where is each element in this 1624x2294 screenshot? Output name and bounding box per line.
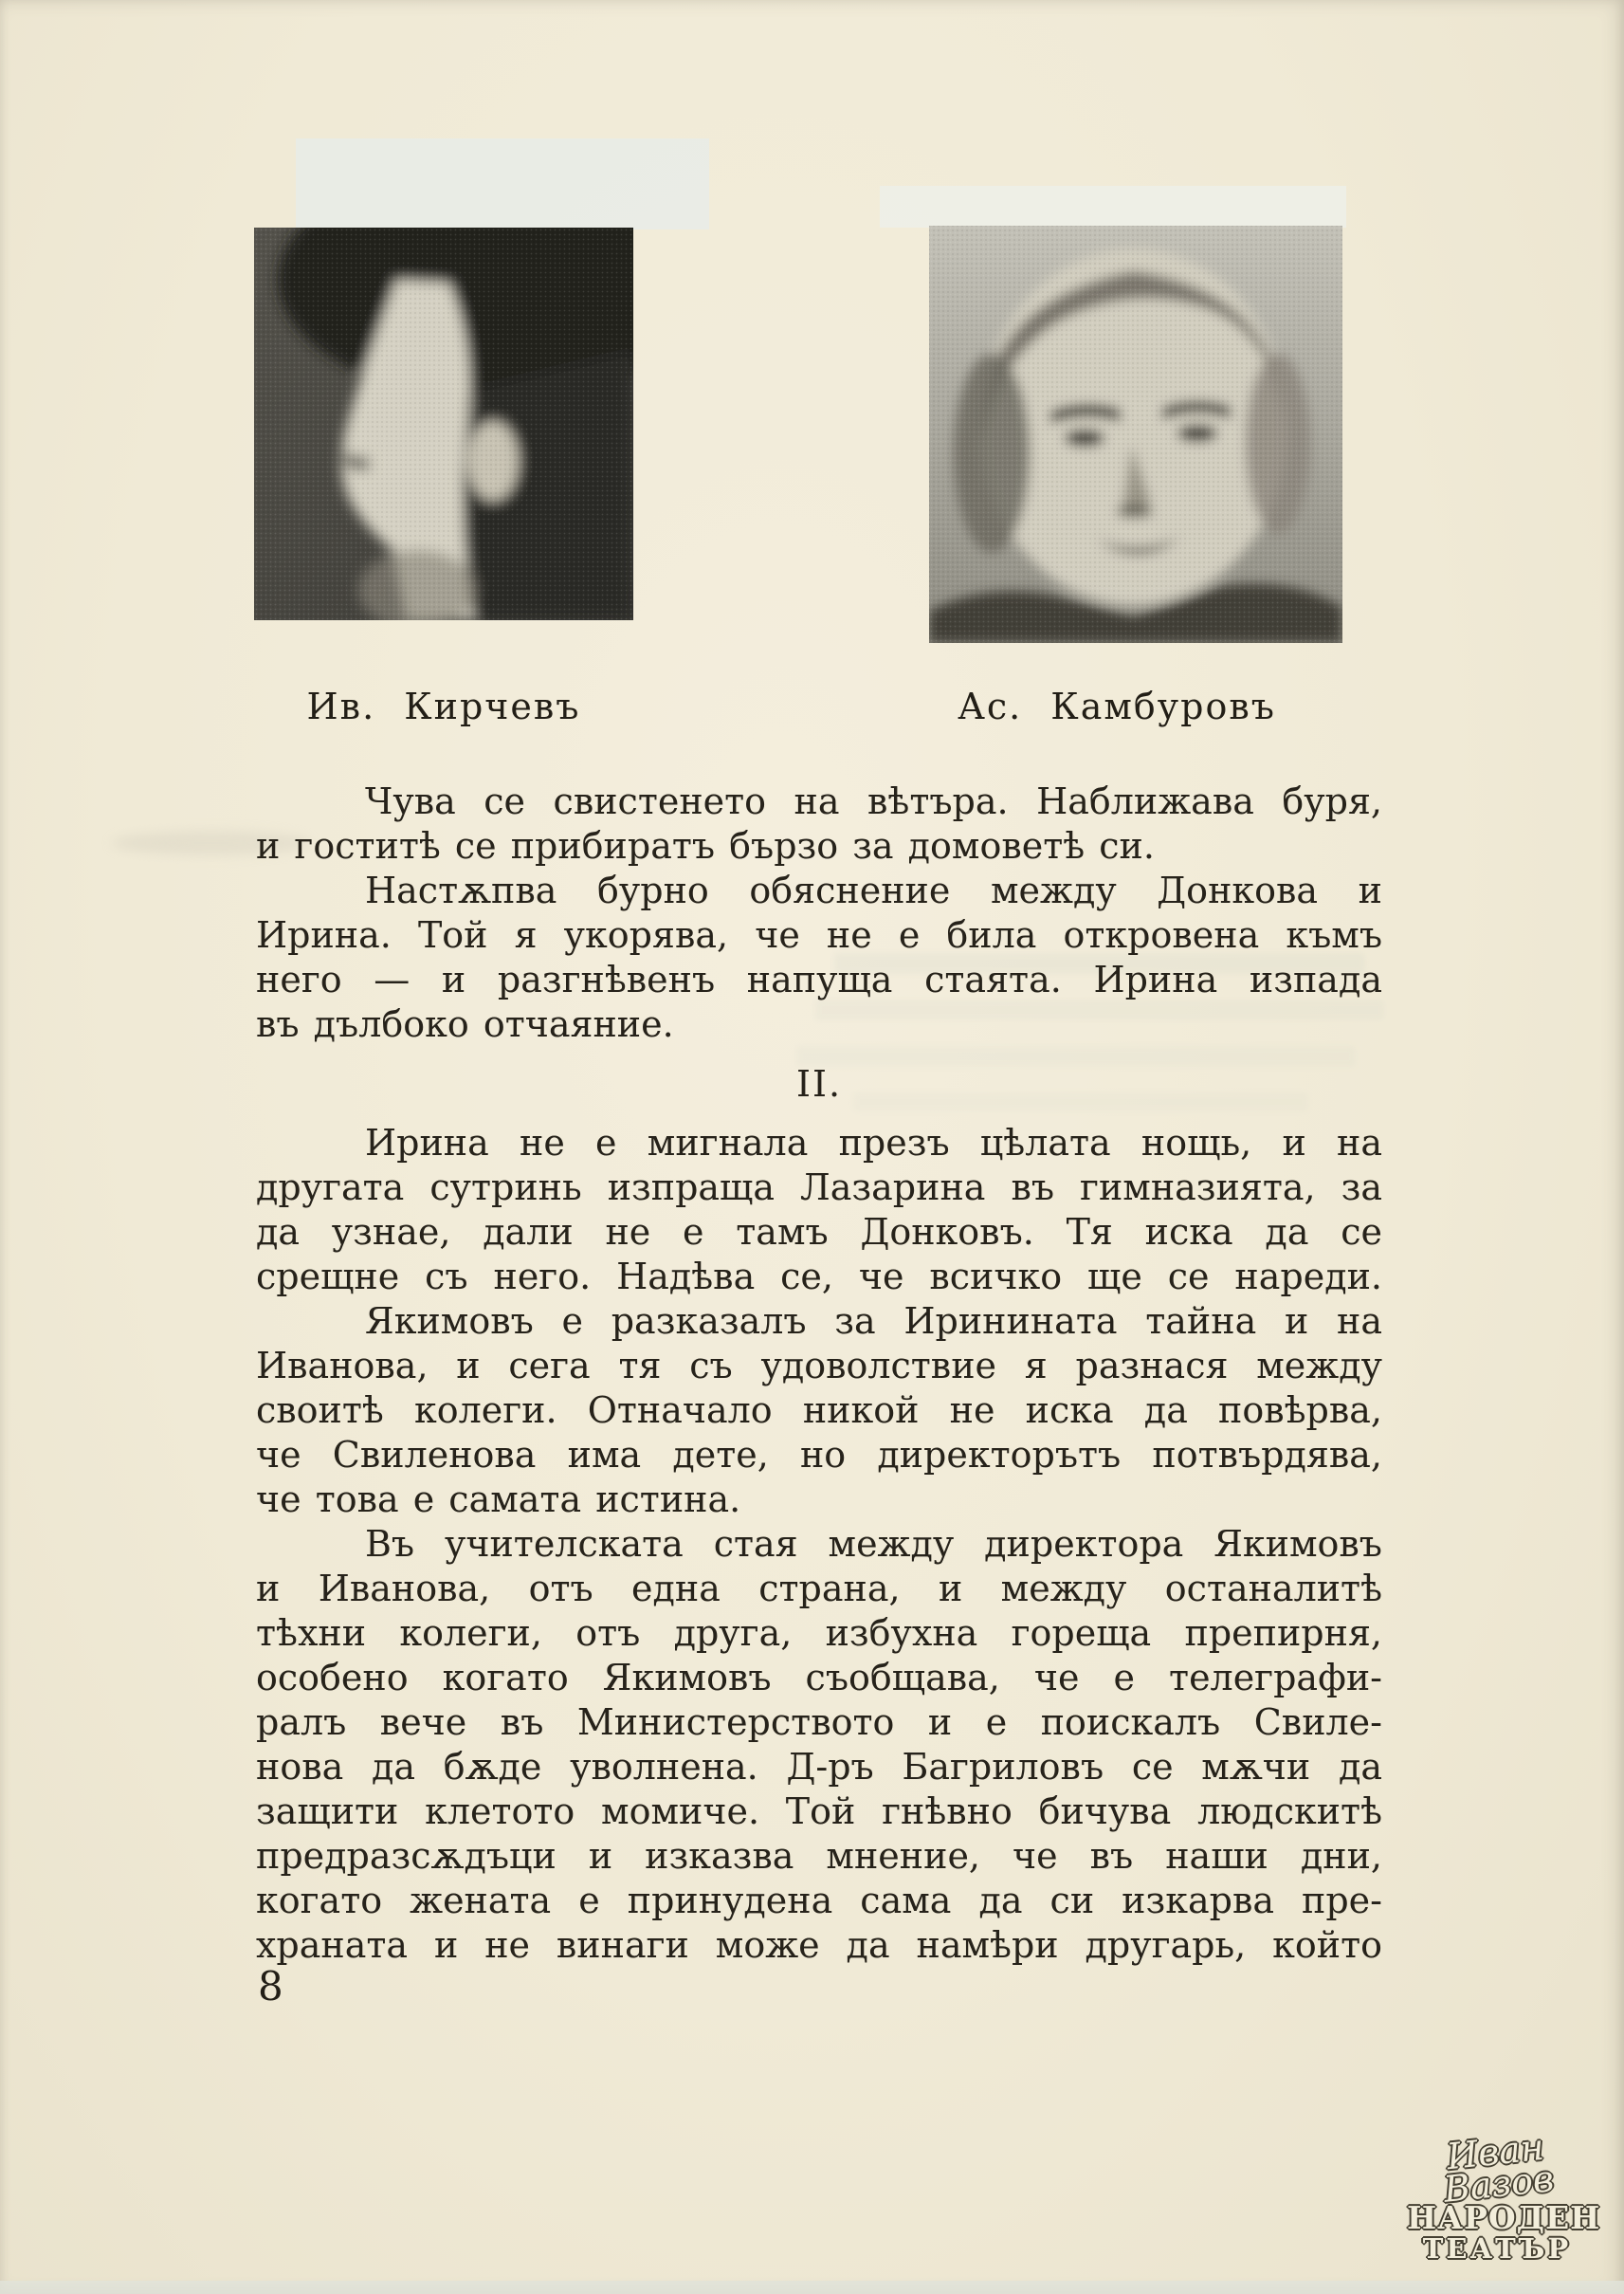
text-line: тѣхни колеги, отъ друга, избухна гореща препирня, — [256, 1612, 1382, 1654]
text-line: него — и разгнѣвенъ напуща стаята. Ирина изпада — [256, 959, 1382, 1000]
portrait-photo-right — [929, 226, 1342, 643]
text-line: и гоститѣ се прибиратъ бързо за домоветѣ си. — [256, 825, 1155, 867]
text-line: храната и не винаги може да намѣри другарь, който — [256, 1924, 1382, 1966]
section-heading: II. — [795, 1063, 843, 1105]
scan-artifact-band — [880, 186, 1346, 228]
photo-caption-left: Ив. Кирчевъ — [306, 686, 581, 727]
stamp-line-2: ТЕАТЪР — [1422, 2232, 1572, 2265]
stamp-signature: Иван Вазов — [1441, 2125, 1556, 2211]
scan-edge-strip — [0, 2281, 1624, 2294]
stamp-line-1: НАРОДЕН — [1407, 2199, 1601, 2236]
photo-caption-right: Ас. Камбуровъ — [958, 686, 1276, 727]
text-line: Настѫпва бурно обяснение между Донкова и — [365, 870, 1382, 911]
theatre-stamp — [1407, 2125, 1601, 2265]
page-number: 8 — [258, 1963, 283, 2010]
text-line: своитѣ колеги. Отначало никой не иска да повѣрва, — [256, 1389, 1382, 1431]
text-line: Якимовъ е разказалъ за Иринината тайна и на — [365, 1300, 1382, 1342]
text-line: защити клетото момиче. Той гнѣвно бичува людскитѣ — [256, 1790, 1382, 1832]
text-line: Ирина не е мигнала презъ цѣлата нощь, и на — [365, 1122, 1382, 1164]
portrait-right-illustration — [929, 226, 1342, 643]
text-line: да узнае, дали не е тамъ Донковъ. Тя иска да се — [256, 1211, 1382, 1253]
body-text — [256, 780, 1382, 1968]
scan-artifact-band — [296, 138, 709, 229]
portrait-photo-left — [254, 228, 633, 620]
text-line: особено когато Якимовъ съобщава, че е телеграфи- — [256, 1657, 1382, 1698]
text-line: ралъ вече въ Министерството и е поискалъ Свиле- — [256, 1701, 1382, 1743]
text-line: че това е самата истина. — [256, 1478, 741, 1520]
text-line: и Иванова, отъ една страна, и между останалитѣ — [256, 1568, 1382, 1609]
portrait-left-illustration — [254, 228, 633, 620]
text-line: Ирина. Той я укорява, че не е била откровена къмъ — [256, 914, 1382, 956]
text-line: предразсѫдъци и изказва мнение, че въ наши дни, — [256, 1835, 1382, 1877]
text-line: нова да бѫде уволнена. Д-ръ Багриловъ се мѫчи да — [256, 1746, 1382, 1788]
text-line: Въ учителската стая между директора Якимовъ — [365, 1523, 1382, 1565]
text-line: Иванова, и сега тя съ удоволствие я разнася между — [256, 1345, 1382, 1386]
text-line: Чува се свистенето на вѣтъра. Наближава буря, — [365, 780, 1382, 822]
text-line: когато жената е принудена сама да си изкарва пре- — [256, 1880, 1382, 1921]
text-line: другата сутринь изпраща Лазарина въ гимназията, за — [256, 1166, 1382, 1208]
text-line: срещне съ него. Надѣва се, че всичко ще се нареди. — [256, 1256, 1382, 1297]
text-line: въ дълбоко отчаяние. — [256, 1003, 674, 1045]
text-line: че Свиленова има дете, но директорътъ потвърдява, — [256, 1434, 1382, 1476]
